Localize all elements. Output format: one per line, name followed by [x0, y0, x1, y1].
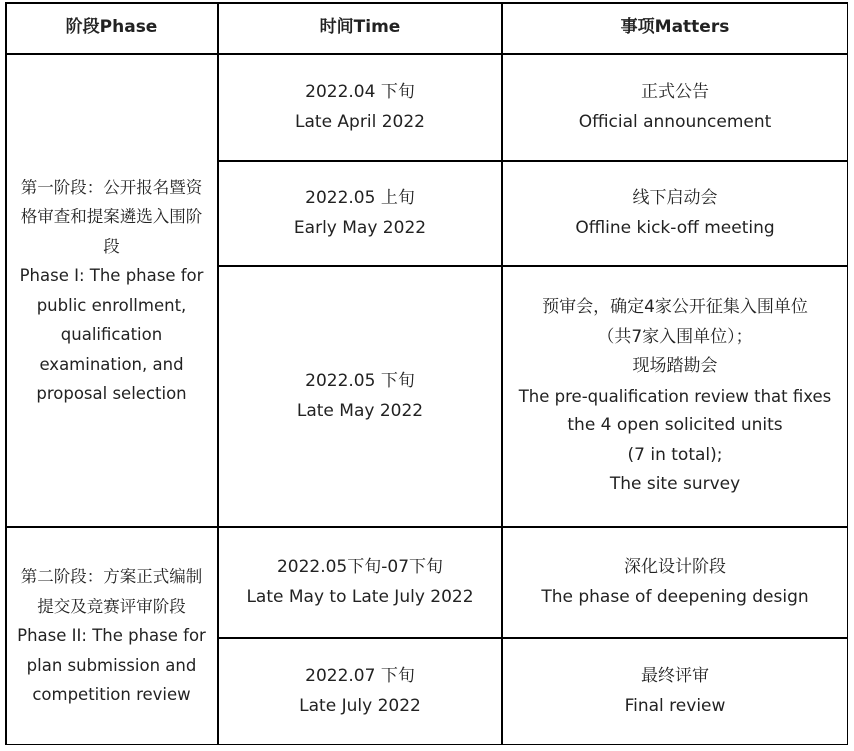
matter-line: 深化设计阶段 — [624, 557, 726, 577]
header-phase: 阶段Phase — [65, 17, 158, 38]
matter-line: The phase of deepening design — [541, 586, 809, 607]
phase-1-en-line: public enrollment, — [36, 295, 187, 315]
matter-line: (7 in total); — [627, 444, 723, 465]
phase-2-cn-line: 第二阶段：方案正式编制 — [20, 567, 203, 587]
time-cn: 2022.07 下旬 — [305, 666, 415, 686]
border-col-1 — [217, 2, 219, 745]
phase-1-en-line: examination, and — [39, 354, 184, 374]
phase-1-en-line: qualification — [60, 325, 163, 344]
header-time: 时间Time — [319, 17, 401, 38]
matter-cell — [502, 527, 848, 638]
border-row-2 — [217, 265, 848, 267]
time-en: Late April 2022 — [295, 111, 425, 132]
border-header-bottom — [5, 53, 848, 55]
border-left — [5, 2, 7, 745]
phase-2-en-line: plan submission and — [26, 655, 197, 675]
time-en: Late May to Late July 2022 — [246, 586, 474, 607]
header-matters: 事项Matters — [620, 17, 730, 38]
matter-line: Offline kick-off meeting — [575, 217, 775, 238]
phase-cell-1 — [5, 54, 218, 527]
matter-cell — [502, 54, 848, 161]
time-cn: 2022.05 下旬 — [305, 371, 415, 391]
matter-cell — [502, 638, 848, 745]
border-col-2 — [501, 2, 503, 745]
time-en: Early May 2022 — [293, 217, 427, 238]
phase-2-cn-line: 提交及竞赛评审阶段 — [37, 596, 186, 616]
time-cell — [218, 266, 502, 527]
phase-cell-2 — [5, 527, 218, 745]
time-cell — [218, 527, 502, 638]
time-cn: 2022.04 下旬 — [305, 82, 415, 102]
matter-line: 现场踏勘会 — [632, 356, 718, 377]
time-cn: 2022.05下旬-07下旬 — [276, 557, 444, 577]
matter-line: The site survey — [609, 474, 741, 495]
matter-line: Final review — [624, 695, 726, 716]
time-en: Late July 2022 — [299, 695, 421, 716]
matter-line: 预审会，确定4家公开征集入围单位 — [542, 297, 808, 318]
matter-line: 线下启动会 — [632, 188, 718, 208]
phase-1-cn-line: 段 — [103, 236, 120, 256]
phase-1-cn-line: 格审查和提案遴选入围阶 — [20, 207, 203, 226]
time-cn: 2022.05 上旬 — [305, 188, 415, 208]
matter-cell — [502, 266, 848, 527]
phase-1-en-line: proposal selection — [36, 384, 187, 403]
schedule-table — [5, 2, 848, 745]
border-phase-split — [5, 526, 848, 528]
matter-line: the 4 open solicited units — [567, 415, 783, 436]
phase-2-en-line: Phase II: The phase for — [17, 626, 206, 646]
border-bottom — [5, 744, 848, 746]
time-cell — [218, 54, 502, 161]
matter-line: 最终评审 — [641, 666, 709, 686]
border-top — [5, 2, 848, 4]
matter-line: 正式公告 — [641, 82, 709, 102]
matter-cell — [502, 161, 848, 266]
border-row-4 — [217, 637, 848, 639]
phase-1-en-line: Phase I: The phase for — [19, 266, 204, 285]
matter-line: Official announcement — [578, 111, 772, 132]
border-row-1 — [217, 160, 848, 162]
time-cell — [218, 161, 502, 266]
time-cell — [218, 638, 502, 745]
phase-2-en-line: competition review — [32, 685, 191, 705]
border-right — [847, 2, 849, 745]
phase-1-cn-line: 第一阶段：公开报名暨资 — [20, 177, 203, 197]
matter-line: The pre-qualification review that fixes — [518, 386, 832, 406]
matter-line: （共7家入围单位）； — [597, 326, 753, 347]
time-en: Late May 2022 — [296, 400, 424, 421]
